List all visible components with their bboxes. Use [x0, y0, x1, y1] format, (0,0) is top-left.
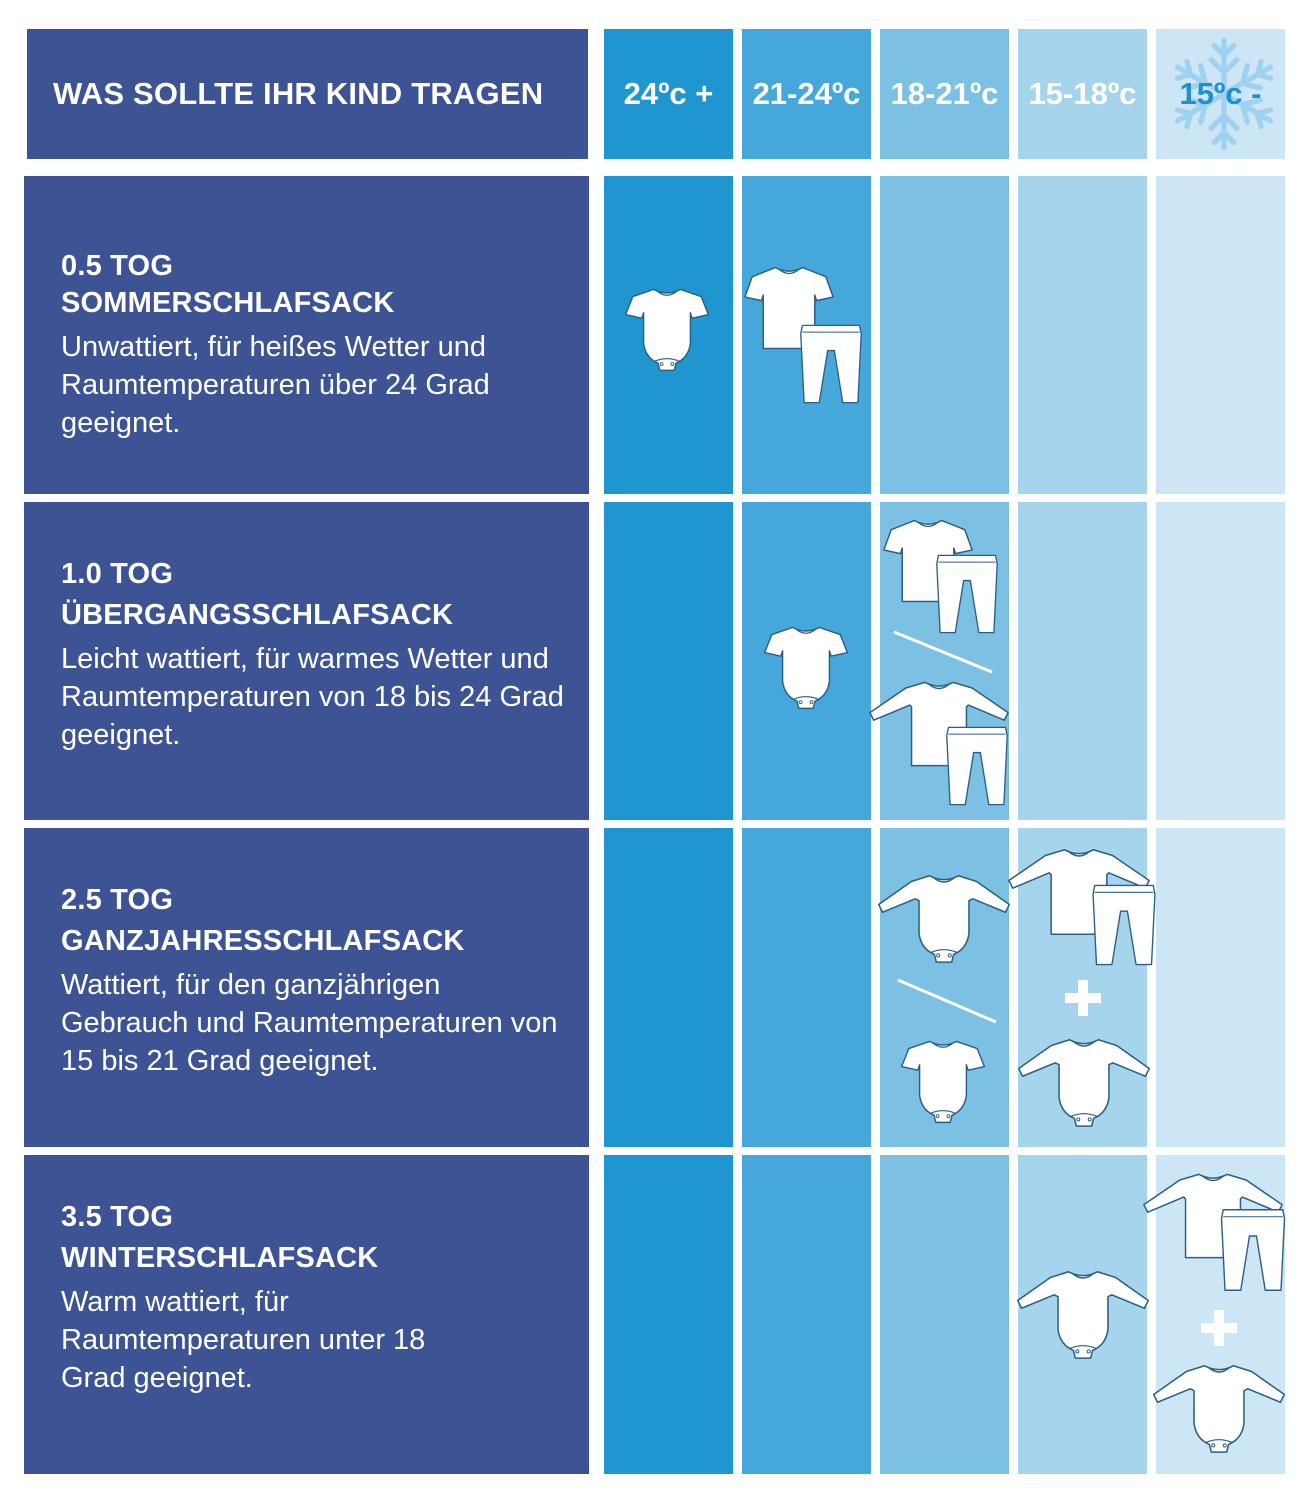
col-head-15-18 [1018, 29, 1147, 159]
col-head-24-plus [604, 29, 733, 159]
row-tog-1-0 [24, 502, 589, 820]
col-head-label: 15ºc - [1179, 76, 1262, 111]
row-divider [0, 820, 1313, 828]
trousers-icon [932, 552, 1002, 636]
row-description: Leicht wattiert, für warmes Wetter und Raumtemperaturen von 18 bis 24 Grad geeignet. [61, 643, 564, 751]
bodysuit-short-sleeve-icon [898, 1034, 988, 1128]
col-head-21-24 [742, 29, 871, 159]
bodysuit-long-sleeve-icon [873, 870, 1015, 966]
col-head-label: 24ºc + [623, 76, 714, 111]
bodysuit-short-sleeve-icon [622, 282, 712, 376]
page-title: WAS SOLLTE IHR KIND TRAGEN [27, 29, 588, 159]
bodysuit-long-sleeve-icon [1013, 1034, 1155, 1130]
slash-divider-icon [890, 628, 996, 676]
trousers-icon [942, 724, 1012, 808]
col-head-label: 21-24ºc [752, 76, 861, 111]
plus-icon [1063, 978, 1103, 1018]
row-title: 0.5 TOG [61, 250, 174, 282]
row-description: Wattiert, für den ganzjährigen Gebrauch und Raumtemperaturen von 15 bis 21 Grad geeignet. [61, 969, 558, 1077]
row-title-name: SOMMERSCHLAFSACK [61, 287, 395, 319]
row-tog-0-5 [24, 176, 589, 494]
row-title: 2.5 TOG [61, 884, 174, 916]
row-title: 1.0 TOG [61, 558, 174, 590]
trousers-icon [1218, 1204, 1288, 1296]
slash-divider-icon [894, 976, 1000, 1026]
bodysuit-short-sleeve-icon [761, 620, 851, 714]
row-tog-3-5 [24, 1155, 589, 1474]
row-tog-2-5 [24, 828, 589, 1147]
row-divider [0, 1147, 1313, 1155]
row-title: 3.5 TOG [61, 1201, 174, 1233]
trousers-icon [1088, 882, 1160, 968]
row-divider [0, 494, 1313, 502]
bodysuit-long-sleeve-icon [1148, 1360, 1290, 1456]
row-title-name: ÜBERGANGSSCHLAFSACK [61, 599, 454, 631]
col-head-label: 18-21ºc [890, 76, 999, 111]
row-description: Warm wattiert, für Raumtemperaturen unter 18 Grad geeignet. [61, 1286, 426, 1394]
col-head-18-21 [880, 29, 1009, 159]
row-title-name: WINTERSCHLAFSACK [61, 1242, 379, 1274]
row-title-name: GANZJAHRESSCHLAFSACK [61, 925, 465, 957]
bodysuit-long-sleeve-icon [1012, 1266, 1154, 1362]
row-description: Unwattiert, für heißes Wetter und Raumtemperaturen über 24 Grad geeignet. [61, 331, 490, 439]
trousers-icon [796, 322, 866, 406]
col-head-label: 15-18ºc [1028, 76, 1137, 111]
plus-icon [1199, 1308, 1239, 1348]
